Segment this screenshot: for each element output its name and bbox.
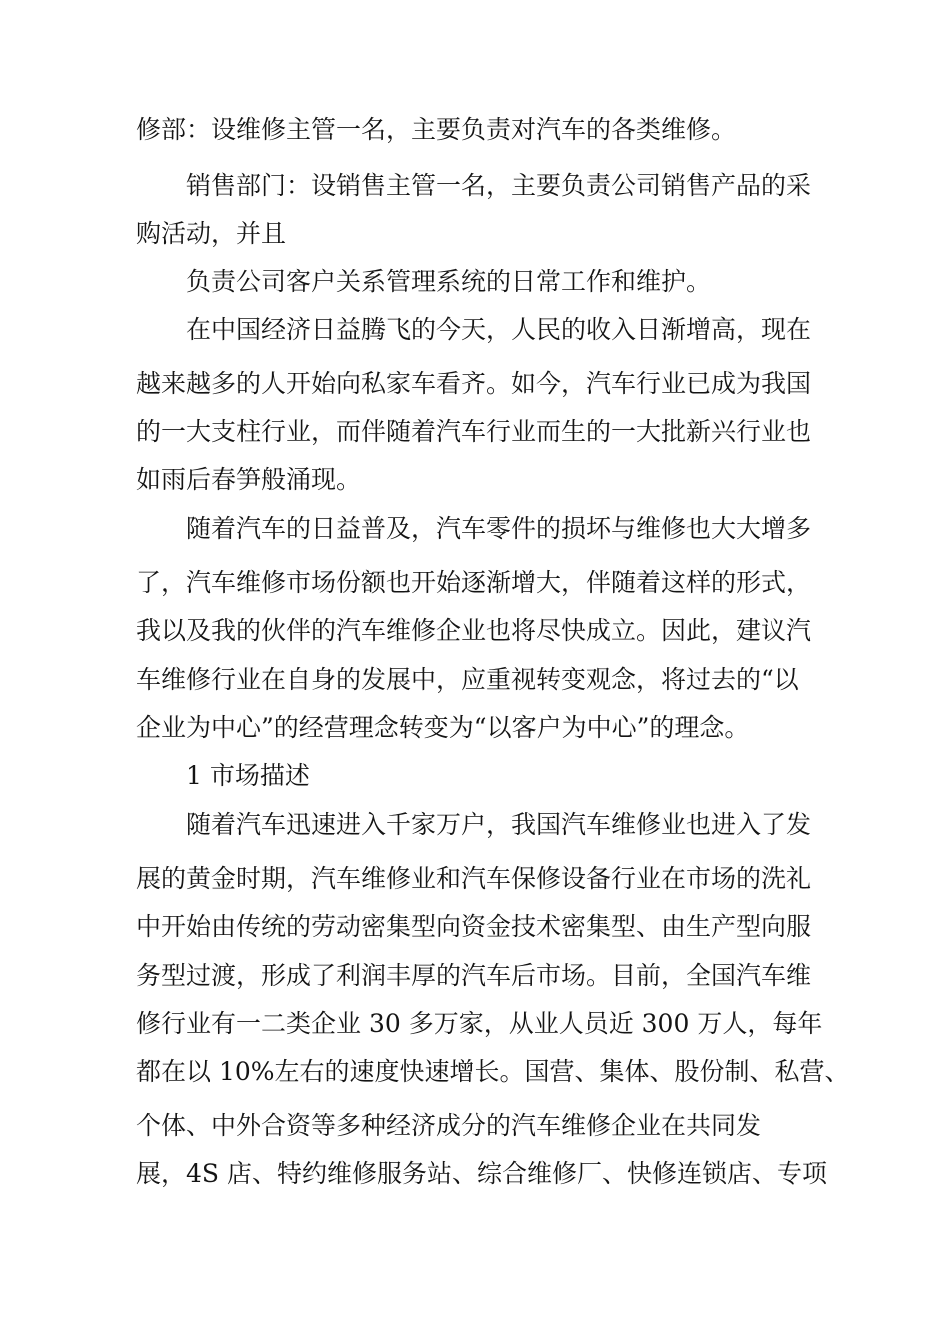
section-heading: 1 市场描述 xyxy=(186,761,310,790)
text-line: 如雨后春笋般涌现。 xyxy=(136,465,362,494)
text-line: 都在以 10%左右的速度快速增长。国营、集体、股份制、私营、 xyxy=(136,1057,850,1086)
text-line: 随着汽车的日益普及，汽车零件的损坏与维修也大大增多 xyxy=(186,514,812,543)
text-line: 企业为中心”的经营理念转变为“以客户为中心”的理念。 xyxy=(136,713,750,742)
text-line: 务型过渡，形成了利润丰厚的汽车后市场。目前，全国汽车维 xyxy=(136,961,812,990)
text-line: 越来越多的人开始向私家车看齐。如今，汽车行业已成为我国 xyxy=(136,369,812,398)
text-line: 销售部门：设销售主管一名，主要负责公司销售产品的采 xyxy=(186,171,812,200)
text-line: 修行业有一二类企业 30 多万家，从业人员近 300 万人，每年 xyxy=(136,1009,823,1038)
text-line: 在中国经济日益腾飞的今天，人民的收入日渐增高，现在 xyxy=(186,315,812,344)
text-line: 展，4S 店、特约维修服务站、综合维修厂、快修连锁店、专项 xyxy=(136,1159,827,1188)
text-line: 我以及我的伙伴的汽车维修企业也将尽快成立。因此，建议汽 xyxy=(136,616,812,645)
text-line: 购活动，并且 xyxy=(136,219,287,248)
text-line: 中开始由传统的劳动密集型向资金技术密集型、由生产型向服 xyxy=(136,912,812,941)
text-line: 负责公司客户关系管理系统的日常工作和维护。 xyxy=(186,267,712,296)
text-line: 修部：设维修主管一名，主要负责对汽车的各类维修。 xyxy=(136,115,737,144)
text-line: 展的黄金时期，汽车维修业和汽车保修设备行业在市场的洗礼 xyxy=(136,864,812,893)
text-line: 的一大支柱行业，而伴随着汽车行业而生的一大批新兴行业也 xyxy=(136,417,812,446)
text-line: 个体、中外合资等多种经济成分的汽车维修企业在共同发 xyxy=(136,1111,762,1140)
text-line: 车维修行业在自身的发展中，应重视转变观念，将过去的“以 xyxy=(136,665,799,694)
text-line: 随着汽车迅速进入千家万户，我国汽车维修业也进入了发 xyxy=(186,810,812,839)
text-line: 了，汽车维修市场份额也开始逐渐增大，伴随着这样的形式， xyxy=(136,568,812,597)
